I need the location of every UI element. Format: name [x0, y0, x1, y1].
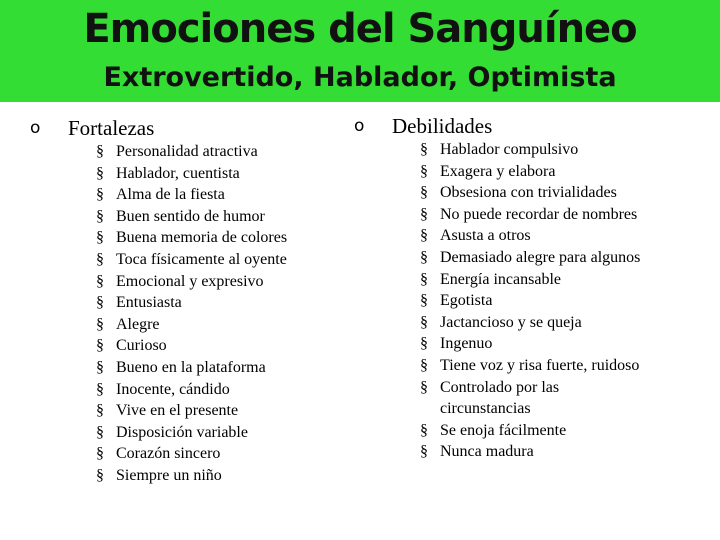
list-item: § Egotista [420, 290, 640, 312]
list-item: § Asusta a otros [420, 225, 640, 247]
list-item: § Bueno en la plataforma [96, 357, 287, 379]
list-item: § Se enoja fácilmente [420, 420, 640, 442]
list-item: circunstancias [440, 400, 531, 418]
list-item: § Exagera y elabora [420, 161, 640, 183]
strengths-heading-label: Fortalezas [68, 116, 155, 140]
circle-bullet-icon: o [30, 118, 41, 138]
list-item: § Energía incansable [420, 269, 640, 291]
list-item: § Nunca madura [420, 441, 640, 463]
weaknesses-list [420, 139, 640, 463]
list-item: § Tiene voz y risa fuerte, ruidoso [420, 355, 640, 377]
list-item: § Obsesiona con trivialidades [420, 182, 640, 204]
list-item: § No puede recordar de nombres [420, 204, 640, 226]
list-item: § Demasiado alegre para algunos [420, 247, 640, 269]
circle-bullet-icon: o [354, 116, 365, 136]
list-item: § Buena memoria de colores [96, 227, 287, 249]
slide-title: Emociones del Sanguíneo [83, 6, 637, 52]
strengths-list [96, 141, 287, 487]
list-item: § Entusiasta [96, 292, 287, 314]
list-item: § Hablador, cuentista [96, 163, 287, 185]
list-item: § Curioso [96, 335, 287, 357]
list-item: § Inocente, cándido [96, 379, 287, 401]
list-item: § Toca físicamente al oyente [96, 249, 287, 271]
weaknesses-heading-label: Debilidades [392, 114, 493, 138]
list-item: § Hablador compulsivo [420, 139, 640, 161]
list-item: § Ingenuo [420, 333, 640, 355]
list-item: § Alma de la fiesta [96, 184, 287, 206]
slide-subtitle: Extrovertido, Hablador, Optimista [103, 62, 617, 93]
list-item: § Disposición variable [96, 422, 287, 444]
list-item: § Corazón sincero [96, 443, 287, 465]
list-item: § Alegre [96, 314, 287, 336]
list-item: § Jactancioso y se queja [420, 312, 640, 334]
list-item: § Controlado por las [420, 377, 640, 399]
title-banner [0, 0, 720, 102]
list-item: § Vive en el presente [96, 400, 287, 422]
list-item: § Siempre un niño [96, 465, 287, 487]
list-item: § Buen sentido de humor [96, 206, 287, 228]
list-item: § Emocional y expresivo [96, 271, 287, 293]
list-item: § Personalidad atractiva [96, 141, 287, 163]
